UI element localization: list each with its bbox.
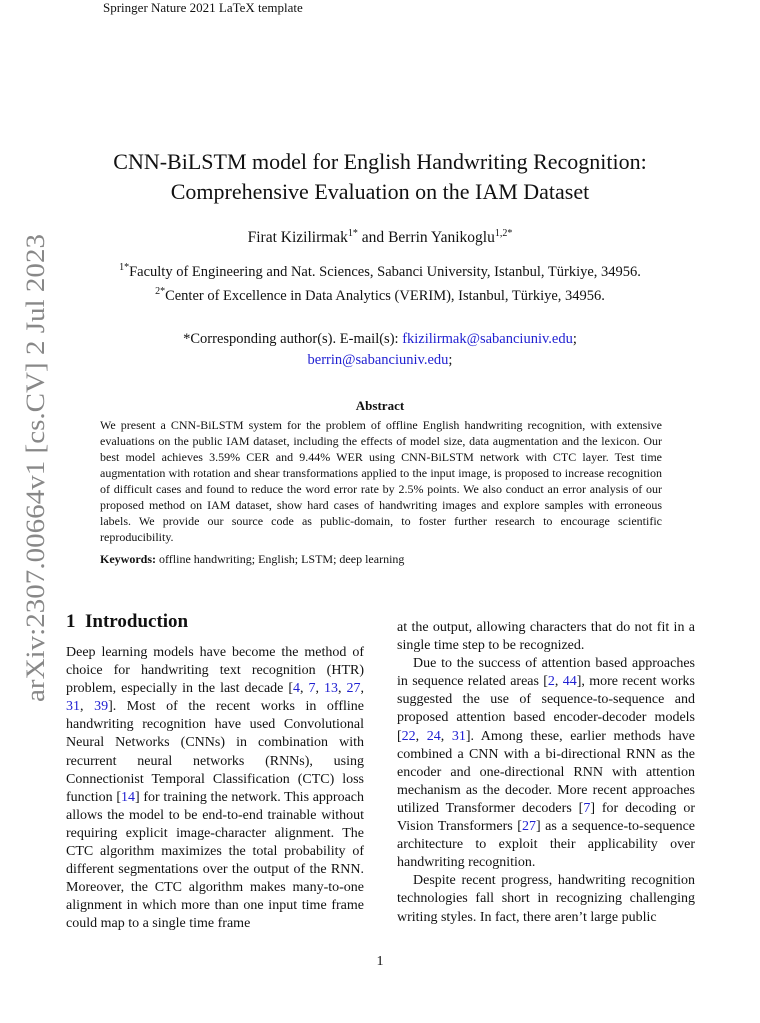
paragraph-text: ]. Among these, earlier methods have combined a CNN with a bi-directional RNN as the encoder and one-directional RNN with attention mechanism as the decoder. More recent approaches utilized Transformer decoders [ <box>397 728 695 816</box>
affiliation-text: Faculty of Engineering and Nat. Sciences, Sabanci University, Istanbul, Türkiye, 34956. <box>129 263 641 280</box>
citation-link[interactable]: 27 <box>346 681 361 697</box>
page-number: 1 <box>376 954 384 969</box>
paragraph: at the output, allowing characters that do not fit in a single time step to be recognized. <box>397 620 695 654</box>
paper-title <box>0 147 760 207</box>
author-conjunction: and <box>357 229 389 247</box>
citation-link[interactable]: 14 <box>121 789 135 805</box>
section-title: Introduction <box>85 611 189 632</box>
citation-link[interactable]: 22 <box>401 728 416 744</box>
title-line-1: CNN-BiLSTM model for English Handwriting Recognition: <box>113 149 647 174</box>
affiliation-1 <box>0 258 760 282</box>
citation-link[interactable]: 2 <box>547 674 555 690</box>
text-column-left <box>66 644 364 934</box>
paragraph: Due to the success of attention based approaches in sequence related areas [2, 44], more recent works suggested the use of sequence-to-sequence and proposed attention based encoder-decoder models [22, 24, 31]. Among these, earlier methods have combined a CNN with a bi-directional RNN as the encoder and one-directional RNN with attention mechanism as the decoder. More recent approaches utilized Transformer decoders [7] for decoding or Vision Transformers [27] as a sequence-to-sequence architecture to exploit their applicability over handwriting recognition. <box>397 656 695 871</box>
paragraph-text: ] as a sequence-to-sequence architecture to exploit their applicability over handwriting recognition. <box>397 819 695 871</box>
keywords <box>100 552 662 567</box>
section-heading <box>66 611 188 633</box>
paragraph-text: ], more recent works suggested the use of sequence-to-sequence and proposed attention based encoder-decoder models [ <box>397 674 695 744</box>
paragraph-text: ] for training the network. This approach allows the model to be end-to-end trainable without requiring explicit image-character alignment. The CTC algorithm maximizes the total probability of different segmentations over the output of the RNN. Moreover, the CTC algorithm makes many-to-one alignment in which more than one input time frame could map to a single time frame <box>66 789 364 932</box>
corresponding-label: *Corresponding author(s). E-mail(s): <box>183 331 403 347</box>
keywords-label: Keywords: <box>100 552 156 566</box>
citation-link[interactable]: 39 <box>94 699 109 715</box>
paragraph: Deep learning models have become the method of choice for handwriting text recognition (HTR) problem, especially in the last decade [4, 7, 13, 27, 31, 39]. Most of the recent works in offline handwriting recognition have used Convolutional Neural Networks (CNNs) in combination with recurrent neural networks (RNNs), using Connectionist Temporal Classification (CTC) loss function [14] for training the network. This approach allows the model to be end-to-end trainable without requiring explicit image-character alignment. The CTC algorithm maximizes the total probability of different segmentations over the output of the RNN. Moreover, the CTC algorithm makes many-to-one alignment in which more than one input time frame could map to a single time frame <box>66 645 365 932</box>
email-separator: ; <box>448 352 453 368</box>
email-link[interactable]: berrin@sabanciuniv.edu <box>307 352 449 368</box>
citation-link[interactable]: 31 <box>66 699 80 715</box>
citation-link[interactable]: 7 <box>583 800 591 816</box>
citation-link[interactable]: 27 <box>521 819 536 835</box>
author-name: Firat Kizilirmak <box>247 229 348 247</box>
affiliation-mark: 1* <box>119 262 130 273</box>
paragraph-text: ]. Most of the recent works in offline handwriting recognition have used Convolutional Neural Networks (CNNs) in combination with recurrent neural networks (RNNs), using Connectionist Temporal Classification (CTC) loss function [ <box>66 699 364 805</box>
title-line-2: Comprehensive Evaluation on the IAM Dataset <box>170 179 590 204</box>
citation-link[interactable]: 4 <box>293 681 301 697</box>
keywords-text: offline handwriting; English; LSTM; deep learning <box>156 552 405 566</box>
citation-link[interactable]: 44 <box>562 674 577 690</box>
citation-link[interactable]: 7 <box>308 681 316 697</box>
abstract-text: We present a CNN-BiLSTM system for the problem of offline English handwriting recognition, with extensive evaluations on the public IAM dataset, including the effects of model size, data augmentation and the lexicon. Our best model achieves 3.59% CER and 9.44% WER using CNN-BiLSTM network with CTC layer. Test time augmentation with rotation and shear transformations applied to the input image, is proposed to increase recognition of difficult cases and found to reduce the word error rate by 2.5% points. We also conduct an error analysis of our proposed method on IAM dataset, show hard cases of handwriting images and explore samples with erroneous labels. We provide our source code as public-domain, to foster further research to encourage scientific reproducibility. <box>100 418 662 544</box>
section-number: 1 <box>66 611 76 632</box>
citation-link[interactable]: 24 <box>426 728 441 744</box>
email-separator: ; <box>572 331 577 347</box>
running-head: Springer Nature 2021 LaTeX template <box>103 0 303 15</box>
affiliation-mark: 2* <box>155 285 166 297</box>
citation-link[interactable]: 13 <box>324 681 339 697</box>
affiliations <box>0 258 760 306</box>
text-column-right <box>397 619 695 927</box>
arxiv-side-stamp-text: arXiv:2307.00664v1 [cs.CV] 2 Jul 2023 <box>21 283 50 702</box>
paragraph-text: ] for decoding or Vision Transformers [ <box>397 800 695 835</box>
author-list <box>0 228 760 247</box>
paragraph: Despite recent progress, handwriting recognition technologies fall short in recognizing challenging writing styles. In fact, there aren’t large public <box>397 873 695 925</box>
paragraph-text: Due to the success of attention based approaches in sequence related areas [ <box>397 656 695 690</box>
affiliation-text: Center of Excellence in Data Analytics (VERIM), Istanbul, Türkiye, 34956. <box>165 287 605 304</box>
author-affil-mark: 1,2* <box>494 228 513 239</box>
email-link[interactable]: fkizilirmak@sabanciuniv.edu <box>402 331 573 347</box>
abstract-heading: Abstract <box>355 398 405 413</box>
author-affil-mark: 1* <box>347 228 358 239</box>
author-name: Berrin Yanikoglu <box>388 229 495 247</box>
paragraph-text: Deep learning models have become the method of choice for handwriting text recognition (HTR) problem, especially in the last decade [ <box>66 645 364 697</box>
corresponding-author <box>0 329 760 371</box>
citation-link[interactable]: 31 <box>451 728 466 744</box>
affiliation-2 <box>0 282 760 306</box>
